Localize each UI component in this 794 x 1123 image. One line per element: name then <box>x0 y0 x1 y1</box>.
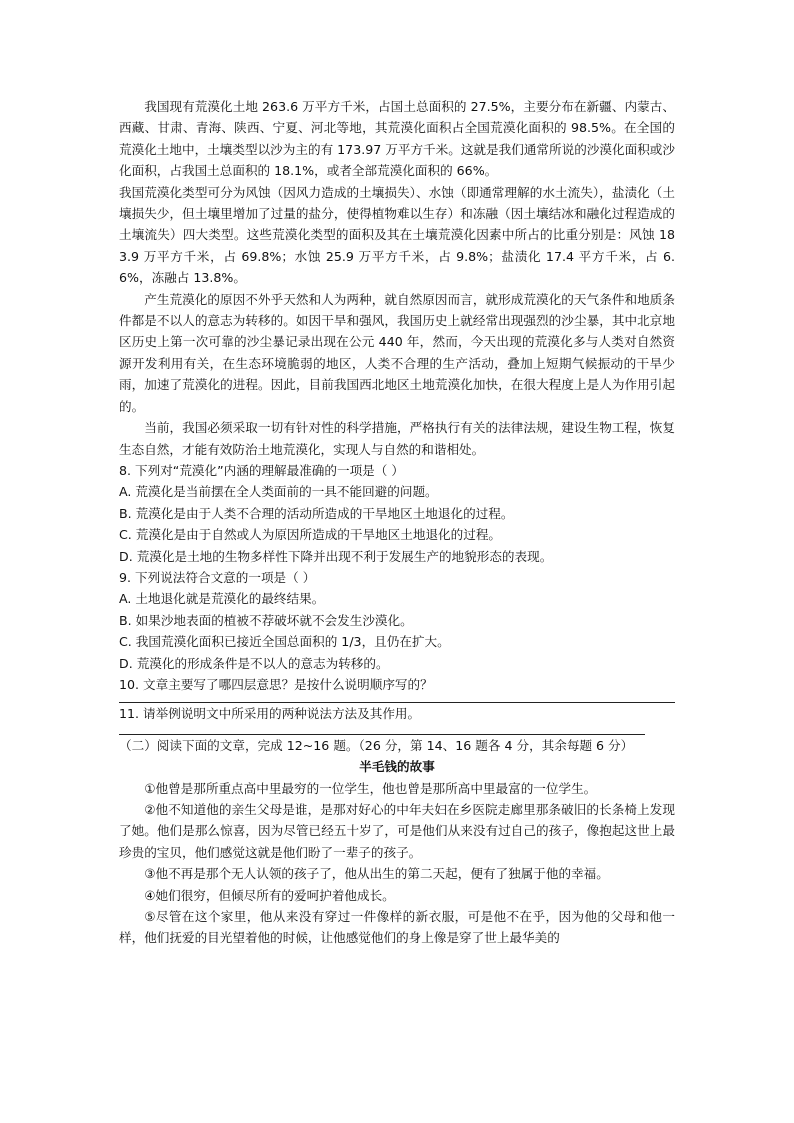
story-paragraph-1: ①他曾是那所重点高中里最穷的一位学生，他也曾是那所高中里最富的一位学生。 <box>144 780 597 796</box>
section-2-header: （二）阅读下面的文章，完成 12~16 题。（26 分，第 14、16 题各 4 分，其余每题 6 分） <box>119 737 634 753</box>
document-body <box>119 96 675 949</box>
question-9-option-c[interactable]: C. 我国荒漠化面积已接近全国总面积的 1/3，且仍在扩大。 <box>119 634 450 650</box>
story-paragraph-2: ②他不知道他的亲生父母是谁，是那对好心的中年夫妇在乡医院走廊里那条破旧的长条椅上发现了她。他们是那么惊喜，因为尽管已经五十岁了，可是他们从来没有过自己的孩子，像抱起这世上最珍贵的宝贝，他们感觉这就是他们盼了一辈子的孩子。 <box>119 802 675 860</box>
question-9-option-a[interactable]: A. 土地退化就是荒漠化的最终结果。 <box>119 591 325 607</box>
question-8-option-c[interactable]: C. 荒漠化是由于自然或人为原因所造成的干旱地区土地退化的过程。 <box>119 527 502 543</box>
question-8-option-d[interactable]: D. 荒漠化是土地的生物多样性下降并出现不利于发展生产的地貌形态的表现。 <box>119 548 553 564</box>
story-paragraph-5: ⑤尽管在这个家里，他从来没有穿过一件像样的新衣服，可是他不在乎，因为他的父母和他一样，他们抚爱的目光望着他的时候，让他感觉他们的身上像是穿了世上最华美的 <box>119 909 675 946</box>
passage-paragraph-2: 我国荒漠化类型可分为风蚀（因风力造成的土壤损失）、水蚀（即通常理解的水土流失），盐渍化（土壤损失少，但土壤里增加了过量的盐分，使得植物难以生存）和冻融（因土壤结冰和融化过程造成的土壤流失）四大类型。这些荒漠化类型的面积及其在土壤荒漠化因素中所占的比重分别是：风蚀 183.9 万平方千米，占 69.8%；水蚀 25.9 万平方千米，占 9.8%；盐渍化 17.4 平方千米，占 6.6%，冻融占 13.8%。 <box>119 184 675 286</box>
question-8-option-a[interactable]: A. 荒漠化是当前摆在全人类面前的一具不能回避的问题。 <box>119 484 438 500</box>
question-9-option-b[interactable]: B. 如果沙地表面的植被不荐破坏就不会发生沙漠化。 <box>119 612 413 628</box>
question-8-stem: 8. 下列对“荒漠化”内涵的理解最准确的一项是（ ） <box>119 462 404 478</box>
story-title: 半毛钱的故事 <box>359 759 435 775</box>
question-10: 10. 文章主要写了哪四层意思？是按什么说明顺序写的？ <box>119 676 433 692</box>
story-paragraph-4: ④她们很穷，但倾尽所有的爱呵护着他成长。 <box>144 887 395 903</box>
passage-paragraph-3: 产生荒漠化的原因不外乎天然和人为两种，就自然原因而言，就形成荒漠化的天气条件和地质条件都是不以人的意志为转移的。如因干旱和强风，我国历史上就经常出现强烈的沙尘暴，其中北京地区历史上第一次可靠的沙尘暴记录出现在公元 440 年，然而，今天出现的荒漠化多与人类对自然资源开发利用有关，在生态环境脆弱的地区，人类不合理的生产活动，叠加上短期气候振动的干旱少雨，加速了荒漠化的进程。因此，目前我国西北地区土地荒漠化加快，在很大程度上是人为作用引起的。 <box>119 291 675 414</box>
question-8-option-b[interactable]: B. 荒漠化是由于人类不合理的活动所造成的干旱地区土地退化的过程。 <box>119 505 514 521</box>
question-9-stem: 9. 下列说法符合文意的一项是（ ） <box>119 569 316 585</box>
story-paragraph-3: ③他不再是那个无人认领的孩子了，他从出生的第二天起，便有了独属于他的幸福。 <box>144 866 609 882</box>
question-9-option-d[interactable]: D. 荒漠化的形成条件是不以人的意志为转移的。 <box>119 655 389 671</box>
passage-paragraph-4: 当前，我国必须采取一切有针对性的科学措施，严格执行有关的法律法规，建设生物工程，恢复生态自然，才能有效防治土地荒漠化，实现人与自然的和谐相处。 <box>119 420 675 457</box>
question-11: 11. 请举例说明文中所采用的两种说法方法及其作用。 <box>119 706 421 722</box>
passage-paragraph-1: 我国现有荒漠化土地 263.6 万平方千米，占国土总面积的 27.5%，主要分布在新疆、内蒙古、西藏、甘肃、青海、陕西、宁夏、河北等地，其荒漠化面积占全国荒漠化面积的 98.5%。在全国的荒漠化土地中，土壤类型以沙为主的有 173.97 万平方千米。这就是我们通常所说的沙漠化面积或沙化面积，占我国土总面积的 18.1%，或者全部荒漠化面积的 66%。 <box>119 99 675 179</box>
